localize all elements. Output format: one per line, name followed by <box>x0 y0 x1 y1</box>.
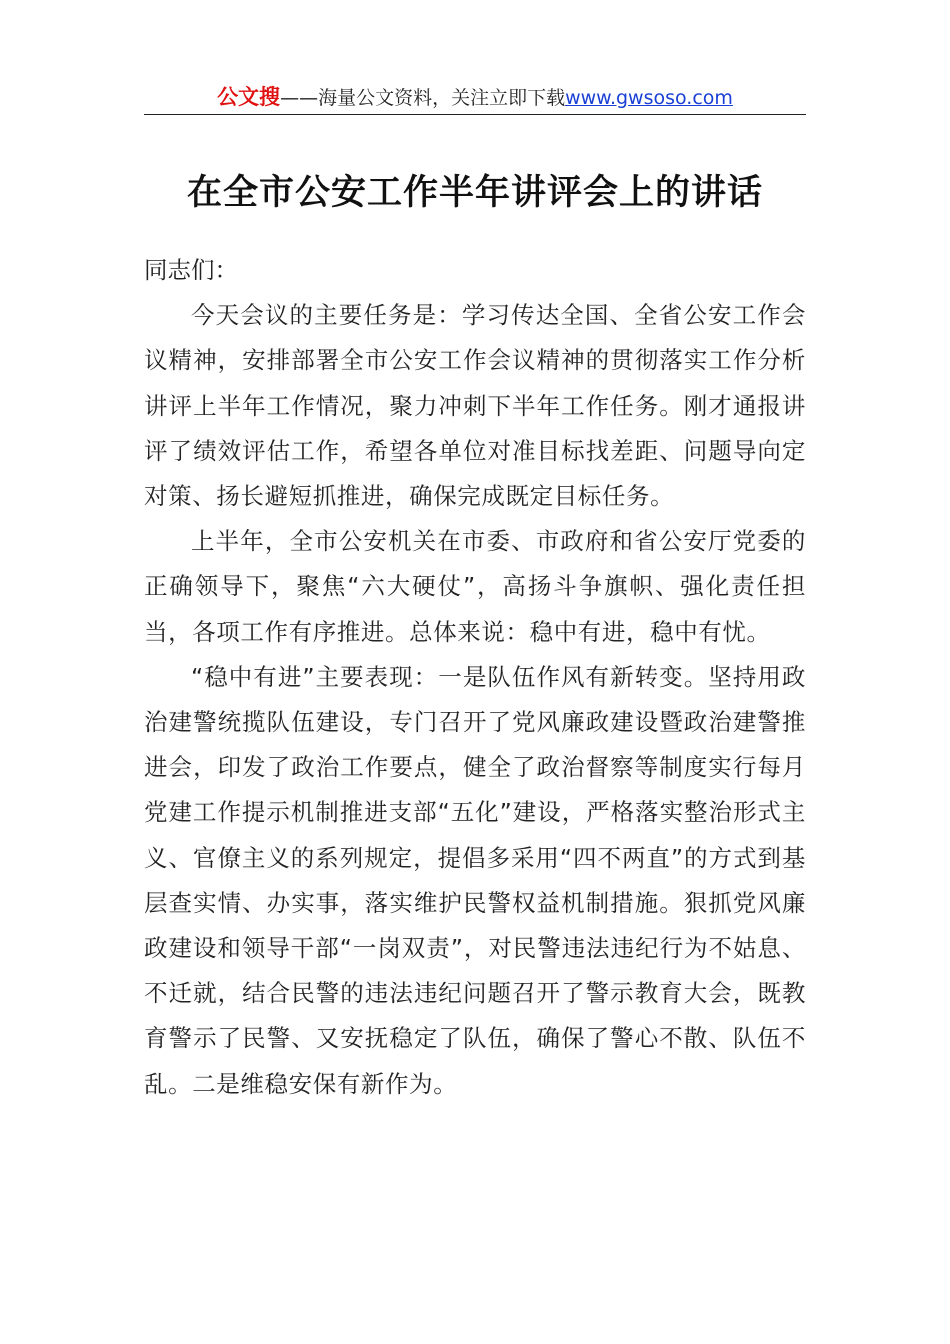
header-divider <box>144 114 806 115</box>
page-header <box>144 80 806 114</box>
paragraph-1: 今天会议的主要任务是：学习传达全国、全省公安工作会议精神，安排部署全市公安工作会议精神的贯彻落实工作分析讲评上半年工作情况，聚力冲刺下半年工作任务。刚才通报讲评了绩效评估工作，希望各单位对准目标找差距、问题导向定对策、扬长避短抓推进，确保完成既定目标任务。 <box>144 301 806 511</box>
paragraph-3: “稳中有进”主要表现：一是队伍作风有新转变。坚持用政治建警统揽队伍建设，专门召开了党风廉政建设暨政治建警推进会，印发了政治工作要点，健全了政治督察等制度实行每月党建工作提示机制推进支部“五化”建设，严格落实整治形式主义、官僚主义的系列规定，提倡多采用“四不两直”的方式到基层查实情、办实事，落实维护民警权益机制措施。狠抓党风廉政建设和领导干部“一岗双责”，对民警违法违纪行为不姑息、不迁就，结合民警的违法违纪问题召开了警示教育大会，既教育警示了民警、又安抚稳定了队伍，确保了警心不散、队伍不乱。二是维稳安保有新作为。 <box>144 662 806 1098</box>
document-title: 在全市公安工作半年讲评会上的讲话 <box>186 172 763 213</box>
paragraph-2: 上半年，全市公安机关在市委、市政府和省公安厅党委的正确领导下，聚焦“六大硬仗”，高扬斗争旗帜、强化责任担当，各项工作有序推进。总体来说：稳中有进，稳中有忧。 <box>144 527 806 646</box>
document-body <box>144 248 806 1107</box>
salutation: 同志们： <box>144 256 238 284</box>
brand-name: 公文搜 <box>217 85 281 109</box>
site-link[interactable]: www.gwsoso.com <box>565 87 733 109</box>
header-tagline: ——海量公文资料，关注立即下载 <box>280 87 566 109</box>
